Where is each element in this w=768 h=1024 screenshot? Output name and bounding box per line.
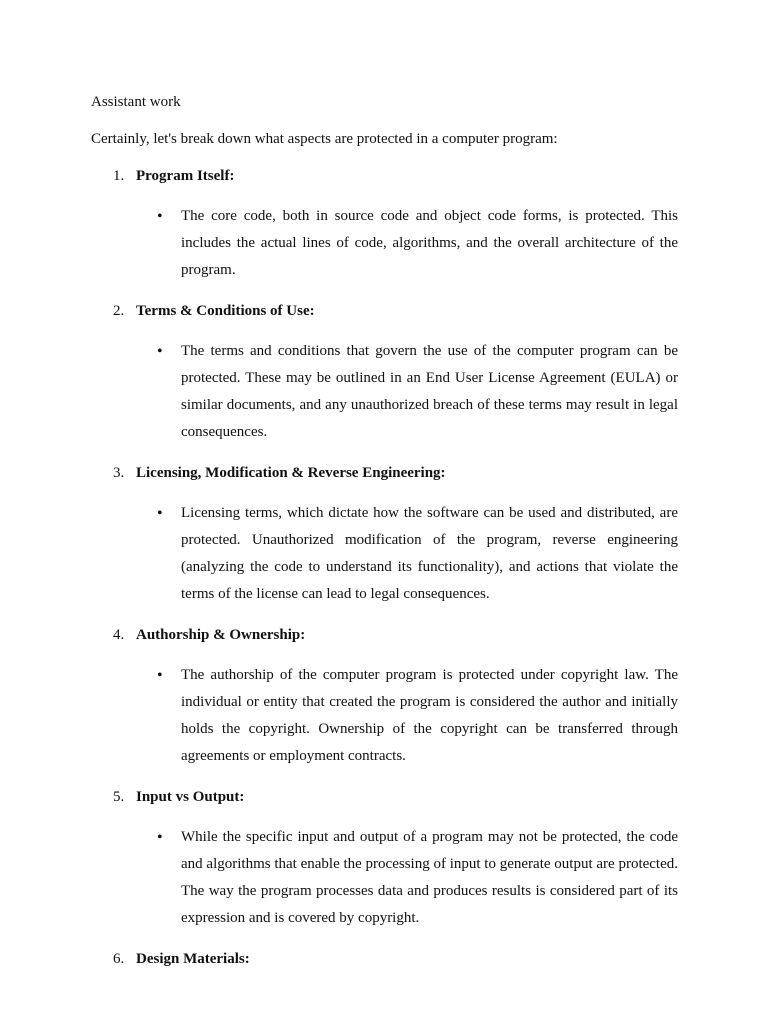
section-licensing bbox=[91, 463, 678, 608]
intro-paragraph: Certainly, let's break down what aspects are protected in a computer program: bbox=[91, 131, 558, 147]
section-number: 6. bbox=[113, 951, 125, 967]
bullet-dot-icon: • bbox=[157, 208, 163, 225]
bullet-text: The terms and conditions that govern the use of the computer program can be protected. These may be outlined in an End User License Agreement (EULA) or similar documents, and any unauthorized breach of these terms may result in legal consequences. bbox=[181, 343, 678, 440]
section-title bbox=[91, 787, 678, 807]
section-title bbox=[91, 463, 678, 483]
bullet-dot-icon: • bbox=[157, 829, 163, 846]
bullet-text: The core code, both in source code and object code forms, is protected. This includes the actual lines of code, algorithms, and the overall architecture of the program. bbox=[181, 208, 678, 278]
section-authorship bbox=[91, 625, 678, 770]
bullet-text: Licensing terms, which dictate how the software can be used and distributed, are protected. Unauthorized modification of the program, reverse engineering (analyzing the code to understand its functionality), and actions that violate the terms of the license can lead to legal consequences. bbox=[181, 505, 678, 602]
section-title bbox=[91, 949, 678, 969]
section-terms-conditions bbox=[91, 301, 678, 446]
section-title-text: Design Materials: bbox=[136, 951, 250, 967]
section-title bbox=[91, 301, 678, 321]
section-design-materials bbox=[91, 949, 678, 969]
bullet-text: The authorship of the computer program is protected under copyright law. The individual or entity that created the program is considered the author and initially holds the copyright. Ownership of the copyright can be transferred through agreements or employment contracts. bbox=[181, 667, 678, 764]
section-title-text: Terms & Conditions of Use: bbox=[136, 303, 315, 319]
bullet-dot-icon: • bbox=[157, 667, 163, 684]
section-number: 5. bbox=[113, 789, 125, 805]
bullet-item bbox=[91, 500, 678, 608]
section-title-text: Authorship & Ownership: bbox=[136, 627, 306, 643]
bullet-item bbox=[91, 338, 678, 446]
document-header: Assistant work bbox=[91, 94, 181, 110]
section-number: 1. bbox=[113, 168, 125, 184]
section-title-text: Program Itself: bbox=[136, 168, 235, 184]
bullet-item bbox=[91, 203, 678, 284]
section-number: 2. bbox=[113, 303, 125, 319]
section-number: 4. bbox=[113, 627, 125, 643]
bullet-item bbox=[91, 824, 678, 932]
section-title bbox=[91, 166, 678, 186]
bullet-dot-icon: • bbox=[157, 505, 163, 522]
section-title bbox=[91, 625, 678, 645]
bullet-text: While the specific input and output of a program may not be protected, the code and algorithms that enable the processing of input to generate output are protected. The way the program processes data and produces results is considered part of its expression and is covered by copyright. bbox=[181, 829, 678, 926]
section-title-text: Input vs Output: bbox=[136, 789, 245, 805]
section-title-text: Licensing, Modification & Reverse Engineering: bbox=[136, 465, 446, 481]
document-page bbox=[91, 92, 678, 986]
section-input-output bbox=[91, 787, 678, 932]
section-number: 3. bbox=[113, 465, 125, 481]
bullet-dot-icon: • bbox=[157, 343, 163, 360]
bullet-item bbox=[91, 662, 678, 770]
section-program-itself bbox=[91, 166, 678, 284]
